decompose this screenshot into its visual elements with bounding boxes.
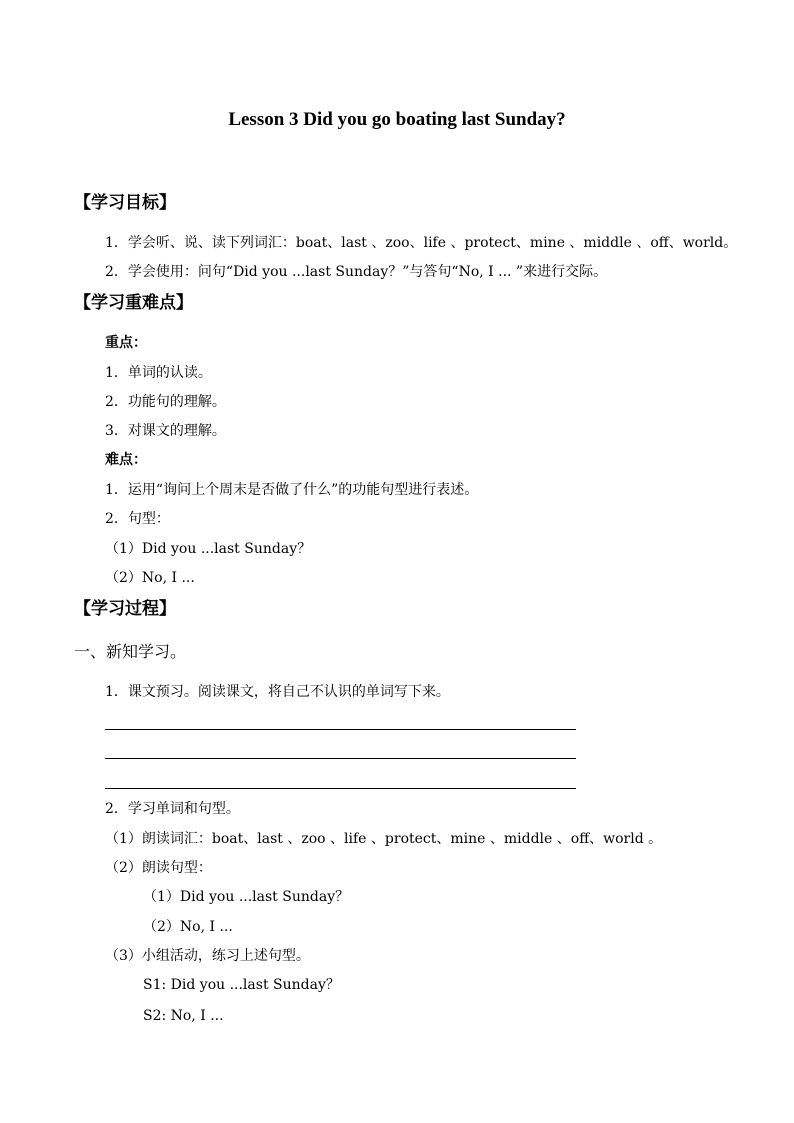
- step-2-pattern-1: （1）Did you ...last Sunday？: [143, 889, 350, 905]
- difficult-item-2: 2．句型：: [105, 511, 170, 527]
- focus-item-1: 1．单词的认读。: [105, 365, 212, 381]
- step-2-pattern-2: （2）No, I ...: [143, 919, 233, 935]
- difficult-label: 难点：: [105, 452, 147, 468]
- dialogue-s2: S2: No, I ...: [143, 1008, 224, 1024]
- step-1: 1．课文预习。阅读课文，将自己不认识的单词写下来。: [105, 684, 450, 700]
- step-2-item-3: （3）小组活动，练习上述句型。: [105, 948, 310, 964]
- focus-item-3: 3．对课文的理解。: [105, 423, 226, 439]
- step-2-item-1: （1）朗读词汇：boat、last 、zoo 、life 、protect、mine 、middle 、off、world 。: [105, 831, 663, 847]
- difficult-item-1: 1．运用“询问上个周末是否做了什么”的功能句型进行表述。: [105, 482, 479, 498]
- difficult-pattern-2: （2）No, I ...: [105, 570, 195, 586]
- part-one-heading: 一、新知学习。: [74, 642, 187, 661]
- focus-item-2: 2．功能句的理解。: [105, 394, 226, 410]
- dialogue-s1: S1: Did you ...last Sunday？: [143, 977, 340, 993]
- key-points-heading: 【学习重难点】: [74, 293, 193, 313]
- focus-label: 重点：: [105, 335, 147, 351]
- writing-line-2[interactable]: [105, 758, 576, 759]
- lesson-title: Lesson 3 Did you go boating last Sunday?: [228, 109, 566, 130]
- step-2-item-2: （2）朗读句型：: [105, 860, 212, 876]
- difficult-pattern-1: （1）Did you ...last Sunday？: [105, 541, 312, 557]
- objective-item-1: 1．学会听、说、读下列词汇：boat、last 、zoo、life 、protect、mine 、middle 、off、world。: [105, 235, 738, 251]
- step-2: 2．学习单词和句型。: [105, 801, 240, 817]
- process-heading: 【学习过程】: [74, 599, 176, 619]
- objectives-heading: 【学习目标】: [74, 193, 176, 213]
- writing-line-3[interactable]: [105, 788, 576, 789]
- writing-line-1[interactable]: [105, 729, 576, 730]
- objective-item-2: 2．学会使用：问句“Did you ...last Sunday？”与答句“No, I ... ”来进行交际。: [105, 264, 608, 280]
